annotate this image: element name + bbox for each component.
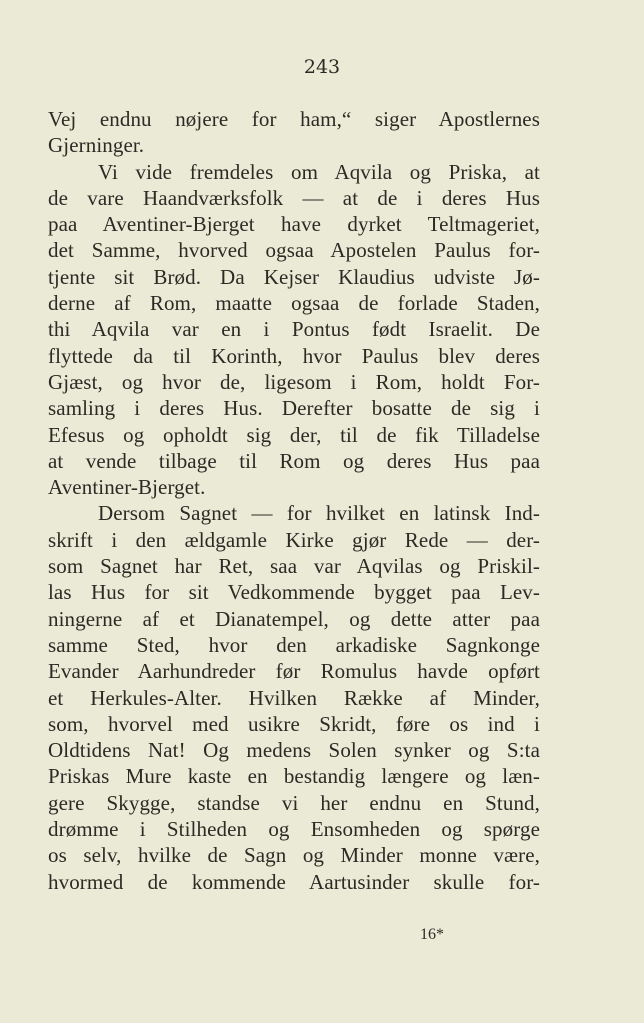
text-line: thi Aqvila var en i Pontus født Israelit. De [48,317,540,342]
text-line: os selv, hvilke de Sagn og Minder monne være, [48,843,540,868]
text-line: drømme i Stilheden og Ensomheden og spørge [48,817,540,842]
text-line: som Sagnet har Ret, saa var Aqvilas og Priskil- [48,554,540,579]
text-line: Gjerninger. [48,133,145,158]
text-line: Aventiner-Bjerget. [48,475,206,500]
text-line: Priskas Mure kaste en bestandig længere og læn- [48,764,540,789]
text-line: et Herkules-Alter. Hvilken Række af Minder, [48,685,540,710]
text-line: paa Aventiner-Bjerget have dyrket Teltmageriet, [48,212,540,237]
body-text [48,106,540,895]
text-line: derne af Rom, maatte ogsaa de forlade Staden, [48,291,540,316]
text-line: gere Skygge, standse vi her endnu en Stund, [48,790,540,815]
text-line: skrift i den ældgamle Kirke gjør Rede — der- [48,527,540,552]
text-line: som, hvorvel med usikre Skridt, føre os ind i [48,711,540,736]
text-line: hvormed de kommende Aartusinder skulle for- [48,869,540,894]
text-line: de vare Haandværksfolk — at de i deres Hus [48,185,540,210]
text-line: samme Sted, hvor den arkadiske Sagnkonge [48,632,540,657]
text-line: las Hus for sit Vedkommende bygget paa Lev- [48,580,540,605]
text-line: Vi vide fremdeles om Aqvila og Priska, at [98,159,540,184]
text-line: samling i deres Hus. Derefter bosatte de sig i [48,396,540,421]
signature-mark: 16* [420,926,444,943]
text-line: ningerne af et Dianatempel, og dette atter paa [48,606,540,631]
page-number: 243 [303,56,341,78]
text-line: at vende tilbage til Rom og deres Hus paa [48,448,540,473]
text-line: flyttede da til Korinth, hvor Paulus blev deres [48,343,540,368]
text-line: det Samme, hvorved ogsaa Apostelen Paulus for- [48,238,540,263]
text-line: Gjæst, og hvor de, ligesom i Rom, holdt For- [48,369,540,394]
text-line: Vej endnu nøjere for ham,“ siger Apostlernes [48,107,540,131]
text-line: tjente sit Brød. Da Kejser Klaudius udviste Jø- [48,264,540,289]
text-line: Efesus og opholdt sig der, til de fik Tilladelse [48,422,540,447]
text-line: Dersom Sagnet — for hvilket en latinsk Ind- [98,501,540,526]
text-line: Evander Aarhundreder før Romulus havde opført [48,659,540,684]
text-line: Oldtidens Nat! Og medens Solen synker og S:ta [48,738,540,763]
